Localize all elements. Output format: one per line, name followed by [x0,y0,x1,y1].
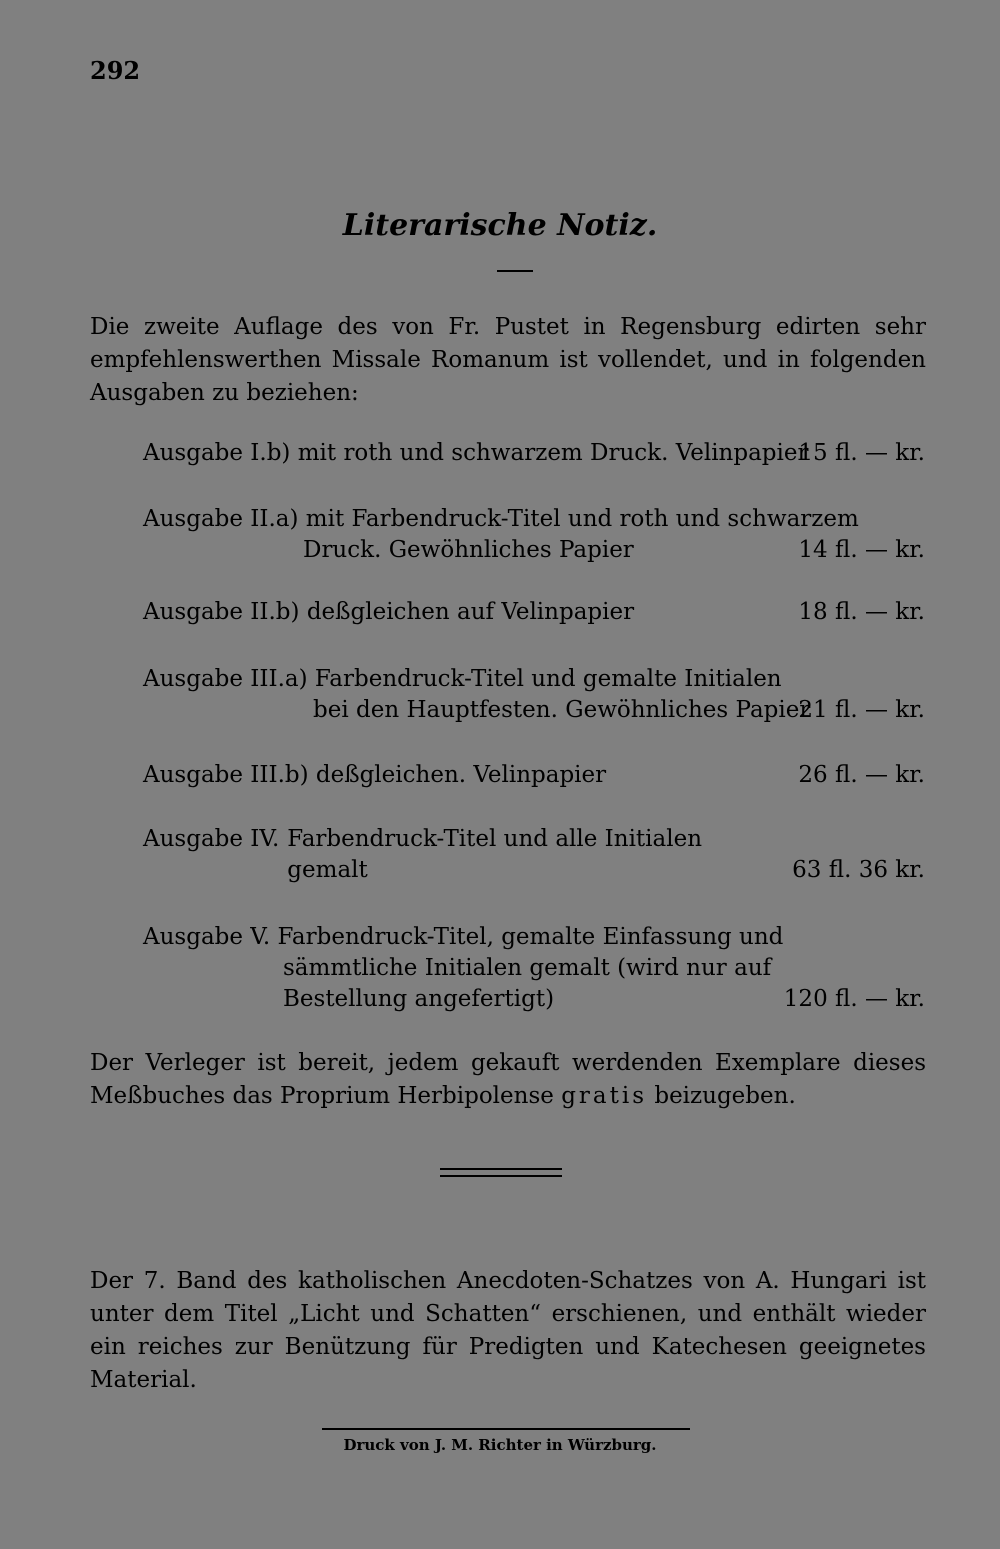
title-divider [497,270,533,272]
printer-imprint: Druck von J. M. Richter in Würzburg. [343,1436,657,1454]
edition-price: 21 fl. — kr. [798,697,925,723]
edition-entry [143,760,925,791]
edition-entry [143,504,925,566]
edition-entry [143,597,925,628]
edition-entry [143,438,925,469]
intro-paragraph: Die zweite Auflage des von Fr. Pustet in Regensburg edirten sehr empfehlenswerthen Missale Romanum ist vollendet, und in folgenden Ausgaben zu beziehen: [90,314,926,406]
edition-description: sämmtliche Initialen gemalt (wird nur auf [283,955,772,981]
footer-rule [322,1428,690,1430]
edition-price: 63 fl. 36 kr. [792,857,925,883]
edition-description: bei den Hauptfesten. Gewöhnliches Papier [313,697,811,723]
edition-price: 18 fl. — kr. [798,599,925,625]
section-divider [440,1168,562,1177]
edition-label: Ausgabe V. [143,924,271,950]
edition-price: 14 fl. — kr. [798,537,925,563]
edition-label: Ausgabe II.a) [143,506,299,532]
page-title: Literarische Notiz. [342,208,658,243]
edition-description: mit roth und schwarzem Druck. Velinpapier [297,440,809,466]
edition-description: Farbendruck-Titel und gemalte Initialen [314,666,782,692]
edition-description: Farbendruck-Titel und alle Initialen gemalt [287,826,703,883]
announcement-paragraph: Der 7. Band des katholischen Anecdoten-Schatzes von A. Hungari ist unter dem Titel „Licht und Schatten“ erschienen, und enthält wieder ein reiches zur Benützung für Predigten und Katechesen geeignetes Material. [90,1268,926,1393]
edition-price: 26 fl. — kr. [798,762,925,788]
edition-description: deßgleichen auf Velinpapier [306,599,635,625]
edition-description: Druck. Gewöhnliches Papier [303,537,634,563]
edition-label: Ausgabe III.a) [143,666,308,692]
edition-price: 15 fl. — kr. [798,440,925,466]
edition-entry [143,922,925,1015]
edition-label: Ausgabe III.b) [143,762,309,788]
page-number: 292 [90,56,141,85]
edition-label: Ausgabe II.b) [143,599,300,625]
edition-label: Ausgabe IV. [143,826,280,852]
edition-description: Farbendruck-Titel, gemalte Einfassung und [277,924,784,950]
publisher-note: Der Verleger ist bereit, jedem gekauft werdenden Exemplare dieses Meßbuches das Proprium Herbipolense gratis beizugeben. [90,1050,926,1109]
edition-description: mit Farbendruck-Titel und roth und schwarzem [305,506,859,532]
edition-description: deßgleichen. Velinpapier [315,762,607,788]
edition-description: Bestellung angefertigt) [283,986,555,1012]
edition-entry [143,824,925,886]
edition-price: 120 fl. — kr. [783,986,925,1012]
edition-entry [143,664,925,726]
edition-label: Ausgabe I.b) [143,440,291,466]
